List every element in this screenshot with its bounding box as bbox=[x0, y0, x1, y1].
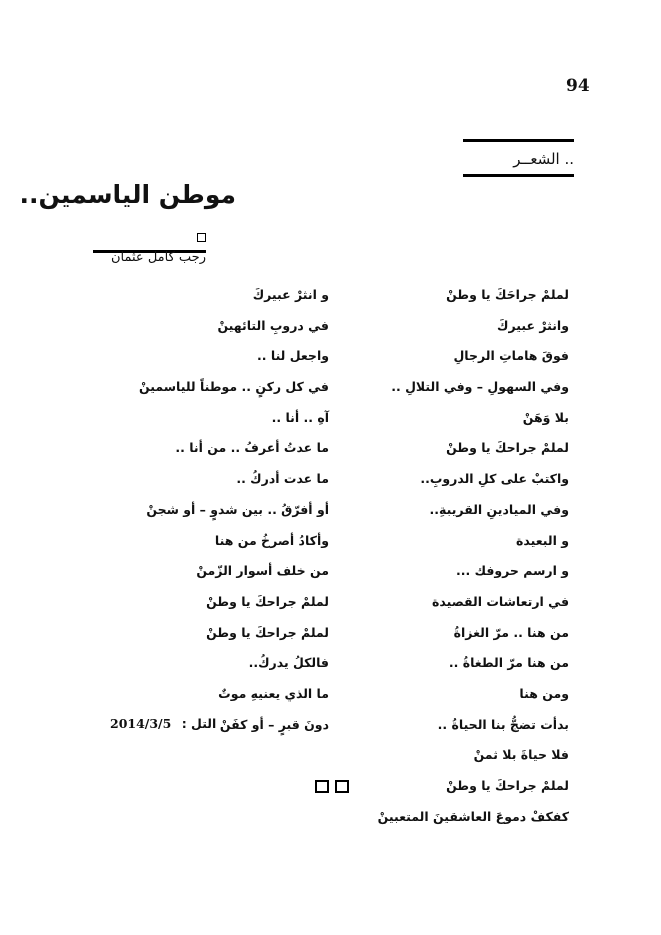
author-name: رجب كامل عثمان bbox=[110, 250, 206, 265]
verse-line: لملمْ جراحكَ يا وطنْ bbox=[446, 778, 569, 793]
verse-line: لملمْ جراحَكَ يا وطنْ bbox=[446, 287, 569, 302]
verse-line: من خلف أسوار الزّمنْ bbox=[196, 563, 329, 579]
poem-right-column bbox=[378, 280, 569, 832]
verse-line: ومن هنا bbox=[519, 685, 569, 701]
verse-line: من هنا .. مرّ الغزاةُ bbox=[453, 624, 569, 640]
square-bullet-icon bbox=[197, 233, 206, 242]
verse-line: و انثرْ عبيركَ bbox=[252, 287, 329, 302]
poem-title: موطن الياسمين.. bbox=[19, 180, 236, 209]
verse-line: بلا وَهَنْ bbox=[522, 409, 569, 425]
verse-line: أو أفرّقُ .. بين شدوٍ – أو شجنْ bbox=[146, 501, 329, 517]
page-number: 94 bbox=[566, 76, 590, 96]
verse-line: وفي الميادينِ القريبةِ.. bbox=[429, 501, 569, 517]
square-icon bbox=[315, 780, 329, 793]
verse-line: من هنا مرّ الطغاةُ .. bbox=[448, 655, 569, 671]
section-header bbox=[463, 139, 574, 177]
verse-line: فوقَ هاماتِ الرجالِ bbox=[453, 348, 569, 364]
verse-line: و البعيدة bbox=[516, 532, 569, 548]
verse-line: آهِ .. أنا .. bbox=[271, 409, 329, 425]
date-value: 2014/3/5 bbox=[110, 716, 172, 731]
verse-line: في ارتعاشات القصيدة bbox=[432, 593, 569, 609]
square-icon bbox=[335, 780, 349, 793]
verse-line: واجعل لنا .. bbox=[257, 348, 329, 364]
verse-line: واكتبْ على كلِ الدروبِ.. bbox=[420, 471, 569, 487]
verse-line: ما عدتُ أعرفُ .. من أنا .. bbox=[175, 440, 329, 456]
verse-line: في دروبِ التائهينْ bbox=[217, 317, 329, 333]
verse-line: و ارسم حروفك ... bbox=[455, 563, 569, 579]
section-label: الشعــر .. bbox=[513, 150, 574, 168]
verse-line: ما عدت أدركُ .. bbox=[236, 471, 329, 487]
author-line bbox=[93, 227, 206, 265]
verse-line: فالكلُ يدركُ.. bbox=[248, 655, 329, 671]
verse-line: بدأت تضجُّ بنا الحياةُ .. bbox=[437, 716, 569, 732]
date-line bbox=[92, 716, 216, 731]
end-of-article-marks bbox=[315, 778, 350, 797]
place-label: التل : bbox=[181, 716, 217, 731]
verse-line: ما الذي يعنيهِ موتٌ bbox=[218, 685, 329, 701]
verse-line: لملمْ جراحكَ يا وطنْ bbox=[206, 593, 329, 609]
poem-left-column bbox=[139, 280, 329, 740]
verse-line: في كل ركنٍ .. موطناً للياسمينْ bbox=[139, 379, 329, 395]
verse-line: دونَ قبرٍ – أو كفَنْ bbox=[219, 716, 329, 732]
verse-line: وانثرْ عبيركَ bbox=[497, 317, 569, 333]
verse-line: لملمْ جراحكَ يا وطنْ bbox=[206, 624, 329, 640]
verse-line: وفي السهولِ – وفي التلالِ .. bbox=[391, 379, 569, 395]
verse-line: فلا حياةَ بلا ثمنْ bbox=[473, 747, 569, 763]
verse-line: كفكفْ دموعَ العاشقينَ المتعبينْ bbox=[377, 808, 569, 824]
verse-line: وأكادُ أصرخُ من هنا bbox=[214, 532, 329, 548]
verse-line: لملمْ جراحكَ يا وطنْ bbox=[446, 440, 569, 456]
